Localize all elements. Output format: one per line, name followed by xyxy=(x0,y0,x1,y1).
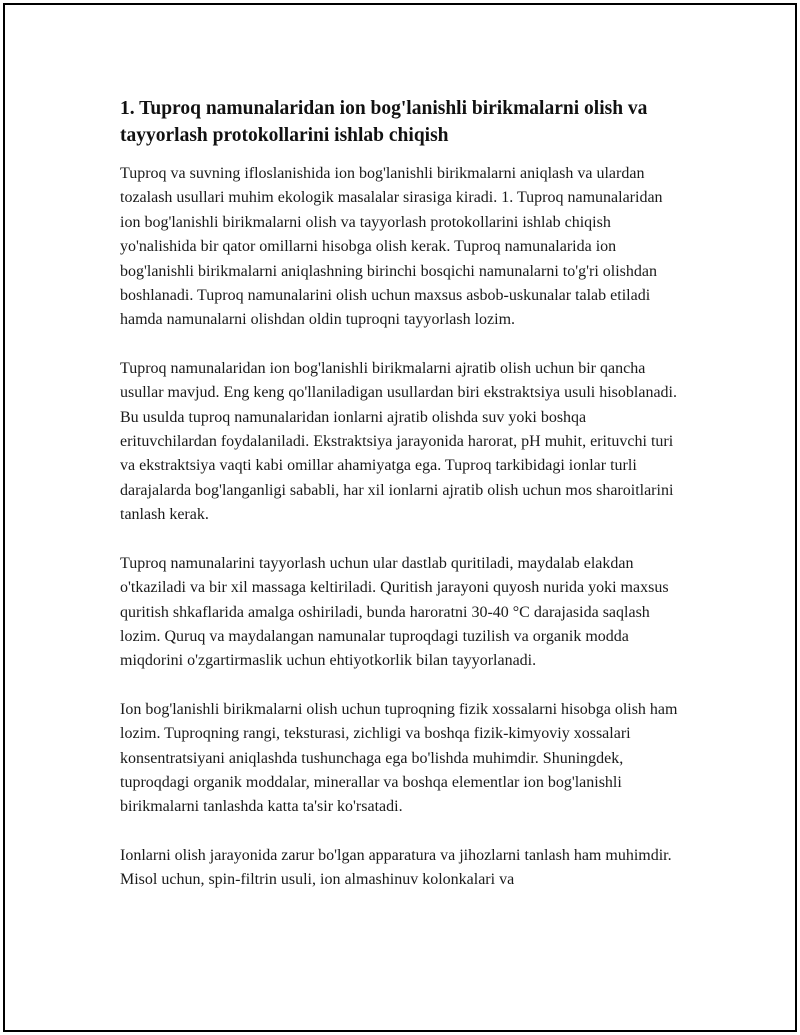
paragraph-3: Tuproq namunalarini tayyorlash uchun ular dastlab quritiladi, maydalab elakdan o'tkaziladi va bir xil massaga keltiriladi. Quritish jarayoni quyosh nurida yoki maxsus quritish shkaflarida amalga oshiriladi, bunda haroratni 30-40 °C darajasida saqlash lozim. Quruq va maydalangan namunalar tuproqdagi tuzilish va organik modda miqdorini o'zgartirmaslik uchun ehtiyotkorlik bilan tayyorlanadi. xyxy=(120,554,669,670)
page-frame xyxy=(3,3,797,1032)
section-heading: 1. Tuproq namunalaridan ion bog'lanishli birikmalarni olish va tayyorlash protokollarini ishlab chiqish xyxy=(120,98,648,146)
paragraph-5: Ionlarni olish jarayonida zarur bo'lgan apparatura va jihozlarni tanlash ham muhimdir. Misol uchun, spin-filtrin usuli, ion almashinuv kolonkalari va xyxy=(120,846,672,889)
paragraph-2: Tuproq namunalaridan ion bog'lanishli birikmalarni ajratib olish uchun bir qancha usullar mavjud. Eng keng qo'llaniladigan usullardan biri ekstraktsiya usuli hisoblanadi. Bu usulda tuproq namunalaridan ionlarni ajratib olishda suv yoki boshqa erituvchilardan foydalaniladi. Ekstraktsiya jarayonida harorat, pH muhit, erituvchi turi va ekstraktsiya vaqti kabi omillar ahamiyatga ega. Tuproq tarkibidagi ionlar turli darajalarda bog'langanligi sababli, har xil ionlarni ajratib olish uchun mos sharoitlarini tanlash kerak. xyxy=(120,359,677,524)
paragraph-4: Ion bog'lanishli birikmalarni olish uchun tuproqning fizik xossalarni hisobga olish ham lozim. Tuproqning rangi, teksturasi, zichligi va boshqa fizik-kimyoviy xossalari konsentratsiyani aniqlashda tushunchaga ega bo'lishda muhimdir. Shuningdek, tuproqdagi organik moddalar, minerallar va boshqa elementlar ion bog'lanishli birikmalarni tanlashda katta ta'sir ko'rsatadi. xyxy=(120,700,678,816)
paragraph-1: Tuproq va suvning ifloslanishida ion bog'lanishli birikmalarni aniqlash va ulardan tozalash usullari muhim ekologik masalalar sirasiga kiradi. 1. Tuproq namunalaridan ion bog'lanishli birikmalarni olish va tayyorlash protokollarini ishlab chiqish yo'nalishida bir qator omillarni hisobga olish kerak. Tuproq namunalarida ion bog'lanishli birikmalarni aniqlashning birinchi bosqichi namunalarni to'g'ri olishdan boshlanadi. Tuproq namunalarini olish uchun maxsus asbob-uskunalar talab etiladi hamda namunalarni olishdan oldin tuproqni tayyorlash lozim. xyxy=(120,165,663,329)
document-body xyxy=(120,95,680,917)
